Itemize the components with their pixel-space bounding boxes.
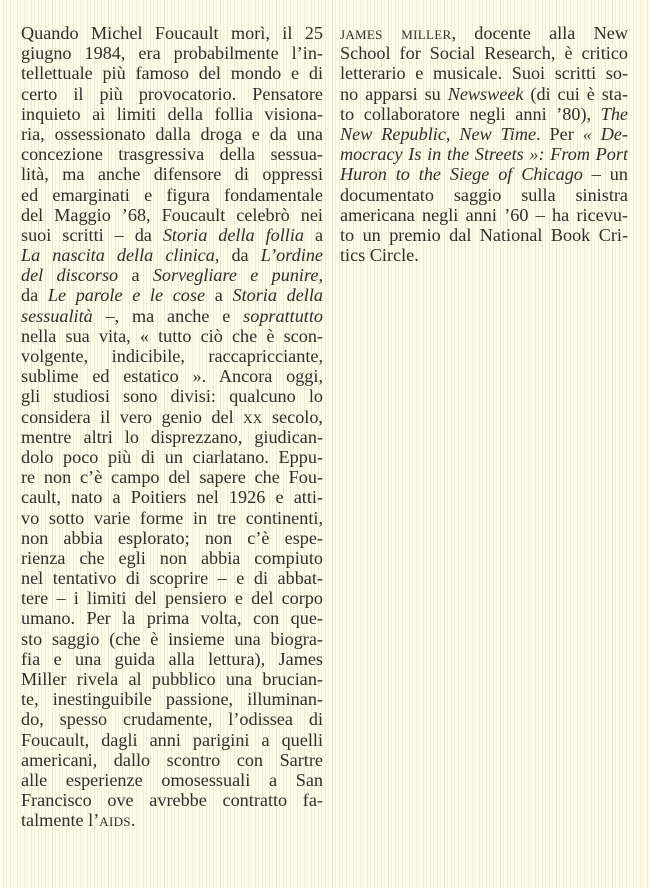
- synopsis-line: [21, 750, 323, 770]
- body-text: ed emarginati e figura fondamentale: [21, 184, 323, 205]
- body-text: ,: [445, 123, 460, 144]
- body-text: da: [21, 285, 48, 306]
- synopsis-line: [21, 608, 323, 628]
- synopsis-line: [21, 447, 323, 467]
- synopsis-line: [21, 326, 323, 346]
- synopsis-line: [21, 548, 323, 568]
- synopsis-line: [21, 144, 323, 164]
- body-text: non abbia esplorato; non c’è espe-: [21, 527, 323, 548]
- body-text: nella sua vita, « tutto ciò che è scon-: [21, 325, 323, 346]
- synopsis-line: [21, 346, 323, 366]
- italic-title-text: Newsweek: [447, 83, 524, 104]
- synopsis-line: [21, 285, 323, 305]
- synopsis-line: [21, 63, 323, 83]
- body-text: –, ma anche e: [92, 305, 244, 326]
- synopsis-line: [21, 790, 323, 810]
- body-text: letterario e musicale. Suoi scritti so-: [340, 63, 628, 84]
- synopsis-line: [21, 528, 323, 548]
- small-caps-text: xx: [243, 406, 263, 427]
- bio-line: [340, 144, 628, 164]
- body-text: vo sotto varie forme in tre continenti,: [21, 507, 323, 528]
- body-text: Foucault, dagli anni parigini a quelli: [21, 729, 323, 750]
- body-text: concezione trasgressiva della sessua-: [21, 144, 323, 165]
- italic-title-text: The: [600, 103, 628, 124]
- italic-title-text: New Republic: [340, 123, 446, 144]
- bio-line: [340, 124, 628, 144]
- body-text: nel tentativo di scoprire – e di abbat-: [21, 568, 323, 589]
- italic-title-text: Sorvegliare e punire: [152, 265, 319, 286]
- body-text: .: [130, 810, 136, 831]
- body-text: Miller rivela al pubblico una brucian-: [21, 669, 323, 689]
- italic-title-text: Storia della: [232, 285, 323, 306]
- synopsis-line: [21, 265, 323, 285]
- synopsis-line: [21, 669, 323, 689]
- body-text: School for Social Research, è critico: [340, 43, 628, 64]
- italic-title-text: La nascita della clinica: [21, 245, 215, 266]
- bio-line: [340, 104, 628, 124]
- bio-line: [340, 23, 628, 43]
- body-text: ,: [318, 265, 323, 286]
- body-text: (di cui è sta-: [523, 83, 628, 104]
- body-text: Quando Michel Foucault morì, il 25: [21, 23, 323, 43]
- italic-title-text: Huron to the Siege of Chicago: [340, 164, 583, 185]
- italic-title-text: Le parole e le cose: [47, 285, 206, 306]
- bio-line: [340, 185, 628, 205]
- synopsis-line: [21, 629, 323, 649]
- body-text: certo il più provocatorio. Pensatore: [21, 83, 323, 104]
- bio-line: [340, 245, 628, 265]
- body-text: cault, nato a Poitiers nel 1926 e atti-: [21, 487, 323, 508]
- synopsis-line: [21, 306, 323, 326]
- synopsis-line: [21, 386, 323, 406]
- body-text: mentre altri lo disprezzano, giudican-: [21, 426, 323, 447]
- body-text: talmente l’: [21, 810, 100, 831]
- body-text: del Maggio ’68, Foucault celebrò nei: [21, 204, 323, 225]
- synopsis-line: [21, 770, 323, 790]
- synopsis-column: [21, 23, 323, 831]
- body-text: to un premio dal National Book Cri-: [340, 224, 628, 245]
- body-text: dolo poco più di un ciarlatano. Eppu-: [21, 446, 323, 467]
- body-text: ria, ossessionato dalla droga e da una: [21, 123, 323, 144]
- synopsis-line: [21, 225, 323, 245]
- body-text: to collaboratore negli anni ’80),: [340, 103, 601, 124]
- synopsis-line: [21, 427, 323, 447]
- body-text: americana negli anni ’60 – ha ricevu-: [340, 204, 628, 225]
- body-text: a: [205, 285, 233, 306]
- synopsis-line: [21, 508, 323, 528]
- italic-title-text: Storia della follia: [162, 224, 304, 245]
- synopsis-line: [21, 810, 323, 830]
- bio-line: [340, 63, 628, 83]
- synopsis-line: [21, 104, 323, 124]
- body-text: tellettuale più famoso del mondo e di: [21, 63, 323, 84]
- body-text: , docente alla New: [451, 23, 628, 43]
- body-text: fia e una guida alla lettura), James: [21, 648, 323, 669]
- body-text: alle esperienze omosessuali a San: [21, 769, 323, 790]
- body-text: Francisco ove avrebbe contratto fa-: [21, 790, 323, 811]
- body-text: secolo,: [262, 406, 323, 427]
- bio-line: [340, 205, 628, 225]
- body-text: volgente, indicibile, raccapricciante,: [21, 346, 323, 366]
- italic-title-text: soprattutto: [243, 305, 323, 326]
- body-text: lità, ma anche difensore di oppressi: [21, 164, 323, 185]
- synopsis-line: [21, 467, 323, 487]
- synopsis-line: [21, 84, 323, 104]
- bio-line: [340, 164, 628, 184]
- body-text: tere – i limiti del pensiero e del corpo: [21, 588, 323, 609]
- synopsis-line: [21, 649, 323, 669]
- body-text: suoi scritti – da: [21, 224, 163, 245]
- body-text: do, spesso crudamente, l’odissea di: [21, 709, 323, 730]
- synopsis-line: [21, 124, 323, 144]
- bio-line: [340, 43, 628, 63]
- synopsis-line: [21, 689, 323, 709]
- body-text: a: [118, 265, 153, 286]
- synopsis-line: [21, 568, 323, 588]
- synopsis-line: [21, 205, 323, 225]
- italic-title-text: L’ordine: [260, 245, 323, 266]
- synopsis-line: [21, 23, 323, 43]
- italic-title-text: sessualità: [21, 305, 93, 326]
- synopsis-line: [21, 185, 323, 205]
- body-text: rienza che egli non abbia compiuto: [21, 547, 323, 568]
- body-text: a: [303, 224, 324, 245]
- body-text: te, inestinguibile passione, illuminan-: [21, 689, 323, 710]
- body-text: inquieto ai limiti della follia visiona-: [21, 103, 323, 124]
- italic-title-text: « De-: [582, 123, 628, 144]
- body-text: sto saggio (che è insieme una biogra-: [21, 628, 323, 649]
- body-text: documentato saggio sulla sinistra: [340, 184, 628, 205]
- body-text: americani, dallo scontro con Sartre: [21, 749, 323, 770]
- synopsis-line: [21, 407, 323, 427]
- body-text: re non c’è campo del sapere che Fou-: [21, 467, 323, 488]
- italic-title-text: mocracy Is in the Streets »: From Port: [340, 144, 628, 165]
- synopsis-line: [21, 730, 323, 750]
- bio-line: [340, 84, 628, 104]
- body-text: considera il vero genio del: [21, 406, 244, 427]
- body-text: giugno 1984, era probabilmente l’in-: [21, 43, 323, 64]
- italic-title-text: del discorso: [21, 265, 119, 286]
- small-caps-text: james miller: [340, 23, 452, 43]
- synopsis-line: [21, 487, 323, 507]
- synopsis-line: [21, 164, 323, 184]
- body-text: tics Circle.: [340, 245, 419, 266]
- synopsis-line: [21, 588, 323, 608]
- synopsis-line: [21, 709, 323, 729]
- synopsis-line: [21, 43, 323, 63]
- synopsis-line: [21, 366, 323, 386]
- body-text: gli studiosi sono divisi: qualcuno lo: [21, 386, 323, 407]
- body-text: no apparsi su: [340, 83, 448, 104]
- body-text: sublime ed estatico ». Ancora oggi,: [21, 366, 323, 387]
- synopsis-line: [21, 245, 323, 265]
- body-text: umano. Per la prima volta, con que-: [21, 608, 323, 629]
- small-caps-text: aids: [99, 810, 131, 831]
- author-bio-column: [340, 23, 628, 265]
- italic-title-text: New Time: [459, 123, 537, 144]
- body-text: – un: [582, 164, 628, 185]
- body-text: . Per: [536, 123, 583, 144]
- bio-line: [340, 225, 628, 245]
- body-text: , da: [214, 245, 261, 266]
